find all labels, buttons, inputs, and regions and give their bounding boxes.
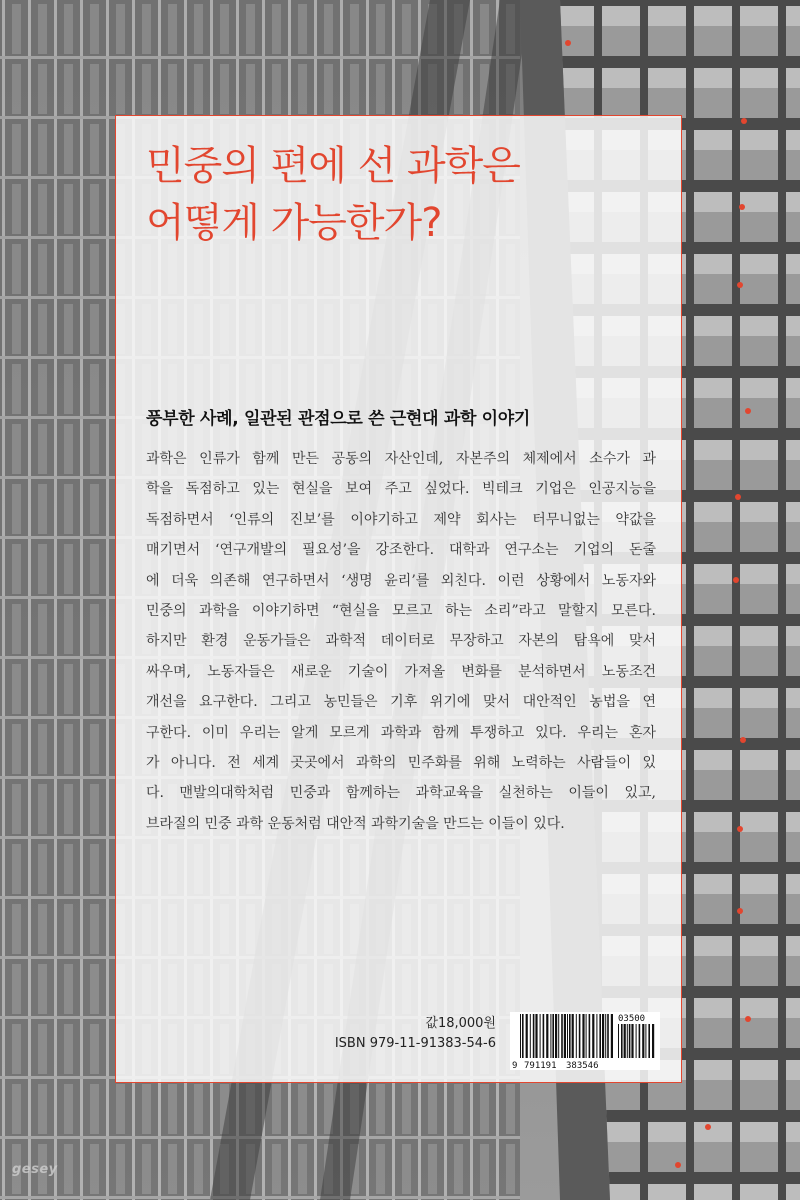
- headline-line: 민중의 편에 선 과학은: [146, 143, 520, 189]
- barcode-bar: [576, 1014, 577, 1058]
- body-line: 싸우며, 노동자들은 새로운 기술이 가져올 변화를 분석하면서 노동조건: [146, 663, 656, 680]
- body-line: 개선을 요구한다. 그리고 농민들은 기후 위기에 맞서 대안적인 농법을 연: [146, 694, 656, 711]
- headline-line: 어떻게 가능한가?: [146, 200, 442, 246]
- price: 값18,000원: [425, 1016, 496, 1031]
- barcode-bar: [589, 1014, 591, 1058]
- body-line: 민중의 과학을 이야기하면 “현실을 모르고 하는 소리”라고 말할지 모른다.: [146, 603, 656, 620]
- barcode-bar: [579, 1014, 581, 1058]
- barcode-bar: [552, 1014, 554, 1058]
- barcode-bar: [631, 1024, 633, 1058]
- barcode-bar: [607, 1014, 609, 1058]
- text-panel: [115, 115, 682, 1083]
- headline: [146, 138, 666, 252]
- isbn: ISBN 979-11-91383-54-6: [334, 1036, 496, 1051]
- barcode-bar: [648, 1024, 650, 1058]
- barcode-bar: [526, 1014, 528, 1058]
- barcode-bar: [629, 1024, 631, 1058]
- barcode-bar: [596, 1014, 597, 1058]
- barcode-group2: 383546: [566, 1061, 599, 1070]
- barcode-bar: [652, 1024, 654, 1058]
- barcode-bar: [558, 1014, 559, 1058]
- barcode-bar: [627, 1024, 628, 1058]
- barcode-bar: [624, 1024, 626, 1058]
- barcode-bar: [599, 1014, 601, 1058]
- barcode-bar: [569, 1014, 571, 1058]
- barcode-bar: [540, 1014, 541, 1058]
- body-line: 구한다. 이미 우리는 알게 모르게 과학과 함께 투쟁하고 있다. 우리는 혼자: [146, 724, 656, 741]
- barcode-bar: [520, 1014, 521, 1058]
- body-text: [146, 444, 656, 839]
- subheading: 풍부한 사례, 일관된 관점으로 쓴 근현대 과학 이야기: [146, 409, 531, 429]
- isbn-barcode: [510, 1012, 660, 1070]
- body-line: 에 더욱 의존해 연구하면서 ‘생명 윤리’를 외친다. 이런 상황에서 노동자와: [146, 572, 656, 589]
- body-line: 독점하면서 ‘인류의 진보’를 이야기하고 제약 회사는 터무니없는 약값을: [146, 511, 656, 528]
- body-line: 과학은 인류가 함께 만든 공동의 자산인데, 자본주의 체제에서 소수가 과: [146, 451, 656, 467]
- barcode-bar: [555, 1014, 557, 1058]
- barcode-bar: [530, 1014, 531, 1058]
- body-line: 하지만 환경 운동가들은 과학적 데이터로 무장하고 자본의 탐욕에 맞서: [146, 633, 656, 650]
- body-line: 학을 독점하고 있는 현실을 보여 주고 싶었다. 빅테크 기업은 인공지능을: [146, 481, 656, 498]
- barcode-lead-digit: 9: [512, 1061, 518, 1070]
- body-line: 가 아니다. 전 세계 곳곳에서 과학의 민주화를 위해 노력하는 사람들이 있: [146, 755, 656, 772]
- barcode-bar: [533, 1014, 535, 1058]
- barcode-bar: [572, 1014, 574, 1058]
- barcode-bar: [535, 1014, 537, 1058]
- barcode-bar: [592, 1014, 594, 1058]
- barcode-group1: 791191: [524, 1061, 557, 1070]
- body-line: 다. 맨발의대학처럼 민중과 함께하는 과학교육을 실천하는 이들이 있고,: [146, 785, 656, 802]
- barcode-bar: [567, 1014, 568, 1058]
- publisher-logo: gesey: [12, 1162, 58, 1177]
- barcode-bar: [561, 1014, 563, 1058]
- barcode-bar: [642, 1024, 644, 1058]
- barcode-bar: [611, 1014, 613, 1058]
- body-line: 매기면서 ‘연구개발의 필요성’을 강조한다. 대학과 연구소는 기업의 돈줄: [146, 542, 656, 559]
- barcode-bar: [586, 1014, 587, 1058]
- barcode-bar: [621, 1024, 623, 1058]
- body-line: 브라질의 민중 과학 운동처럼 대안적 과학기술을 만드는 이들이 있다.: [146, 815, 565, 832]
- barcode-bar: [602, 1014, 604, 1058]
- barcode-bar: [605, 1014, 606, 1058]
- barcode-bar: [546, 1014, 548, 1058]
- barcode-bar: [522, 1014, 524, 1058]
- barcode-bar: [636, 1024, 637, 1058]
- barcode-bar: [645, 1024, 646, 1058]
- barcode-bar: [550, 1014, 551, 1058]
- barcode-bar: [618, 1024, 619, 1058]
- barcode-bar: [564, 1014, 566, 1058]
- barcode-addon: 03500: [618, 1014, 646, 1024]
- barcode-bar: [639, 1024, 641, 1058]
- barcode-bar: [543, 1014, 545, 1058]
- barcode-bar: [582, 1014, 584, 1058]
